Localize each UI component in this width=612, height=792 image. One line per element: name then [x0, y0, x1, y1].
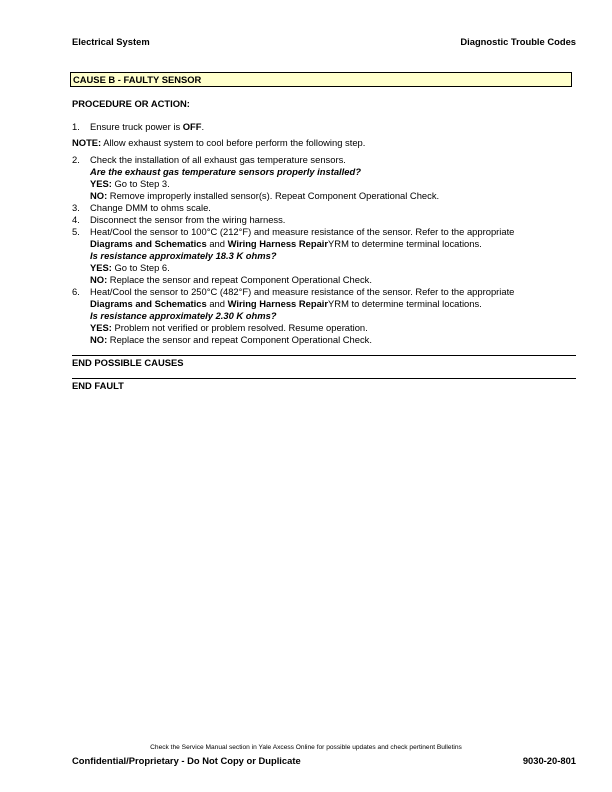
no-text: Replace the sensor and repeat Component Operational Check.: [107, 274, 372, 285]
step-5-yes: [90, 262, 578, 274]
header-section-title: Electrical System: [72, 36, 150, 47]
note-label: NOTE:: [72, 137, 102, 148]
footer-note: Check the Service Manual section in Yale Axcess Online for possible updates and check pertinent Bulletins: [150, 744, 462, 751]
footer-confidential: Confidential/Proprietary - Do Not Copy or Duplicate: [72, 755, 301, 766]
ref-yrm: YRM: [328, 298, 349, 309]
step-number: 6.: [72, 286, 80, 297]
ref-diagrams: Diagrams and Schematics: [90, 298, 207, 309]
ref-yrm: YRM: [328, 238, 349, 249]
step-4: [72, 214, 578, 226]
note: [72, 137, 365, 149]
divider-end-fault: [72, 378, 576, 379]
ref-tail: to determine terminal locations.: [348, 298, 482, 309]
step-number: 5.: [72, 226, 80, 237]
end-possible-causes: END POSSIBLE CAUSES: [72, 357, 184, 368]
footer-page-number: 9030-20-801: [522, 755, 576, 766]
note-text: Allow exhaust system to cool before perform the following step.: [101, 137, 366, 148]
yes-label: YES:: [90, 262, 112, 273]
step-4-text: Disconnect the sensor from the wiring harness.: [90, 214, 286, 225]
step-2-yes: [90, 178, 578, 190]
yes-text: Go to Step 3.: [111, 178, 170, 189]
ref-wiring: Wiring Harness Repair: [227, 298, 329, 309]
step-3-text: Change DMM to ohms scale.: [90, 202, 211, 213]
step-number: 3.: [72, 202, 80, 213]
procedure-heading: PROCEDURE OR ACTION:: [72, 98, 190, 109]
step-5: [72, 226, 578, 286]
step-1-text: Ensure truck power is: [90, 121, 183, 132]
step-text: [90, 121, 578, 133]
step-6-question: Is resistance approximately 2.30 K ohms?: [90, 310, 277, 321]
step-number: 4.: [72, 214, 80, 225]
step-6-no: [90, 334, 578, 346]
ref-diagrams: Diagrams and Schematics: [90, 238, 207, 249]
no-label: NO:: [90, 190, 108, 201]
yes-text: Go to Step 6.: [111, 262, 170, 273]
step-2-question: Are the exhaust gas temperature sensors properly installed?: [90, 166, 361, 177]
no-text: Remove improperly installed sensor(s). Repeat Component Operational Check.: [107, 190, 440, 201]
step-6-yes: [90, 322, 578, 334]
end-fault: END FAULT: [72, 380, 124, 391]
step-1: [72, 121, 578, 133]
no-text: Replace the sensor and repeat Component Operational Check.: [107, 334, 372, 345]
step-6-text: Heat/Cool the sensor to 250°C (482°F) and measure resistance of the sensor. Refer to the appropriate: [90, 286, 515, 297]
step-3: [72, 202, 578, 214]
yes-text: Problem not verified or problem resolved. Resume operation.: [111, 322, 368, 333]
ref-and: and: [206, 238, 228, 249]
step-6-reference: [90, 298, 578, 310]
ref-and: and: [206, 298, 228, 309]
divider-end-causes: [72, 355, 576, 356]
no-label: NO:: [90, 274, 108, 285]
step-number: 1.: [72, 121, 80, 132]
step-number: 2.: [72, 154, 80, 165]
ref-wiring: Wiring Harness Repair: [227, 238, 329, 249]
step-2-text: Check the installation of all exhaust gas temperature sensors.: [90, 154, 346, 165]
yes-label: YES:: [90, 322, 112, 333]
step-2-no: [90, 190, 578, 202]
step-5-question: Is resistance approximately 18.3 K ohms?: [90, 250, 277, 261]
step-1-bold: OFF: [182, 121, 202, 132]
header-chapter-title: Diagnostic Trouble Codes: [460, 36, 576, 47]
cause-heading: CAUSE B - FAULTY SENSOR: [70, 72, 572, 87]
yes-label: YES:: [90, 178, 112, 189]
step-1-end: .: [201, 121, 205, 132]
step-6: [72, 286, 578, 346]
step-5-reference: [90, 238, 578, 250]
step-5-text: Heat/Cool the sensor to 100°C (212°F) and measure resistance of the sensor. Refer to the appropriate: [90, 226, 515, 237]
no-label: NO:: [90, 334, 108, 345]
step-2: [72, 154, 578, 202]
ref-tail: to determine terminal locations.: [348, 238, 482, 249]
step-5-no: [90, 274, 578, 286]
